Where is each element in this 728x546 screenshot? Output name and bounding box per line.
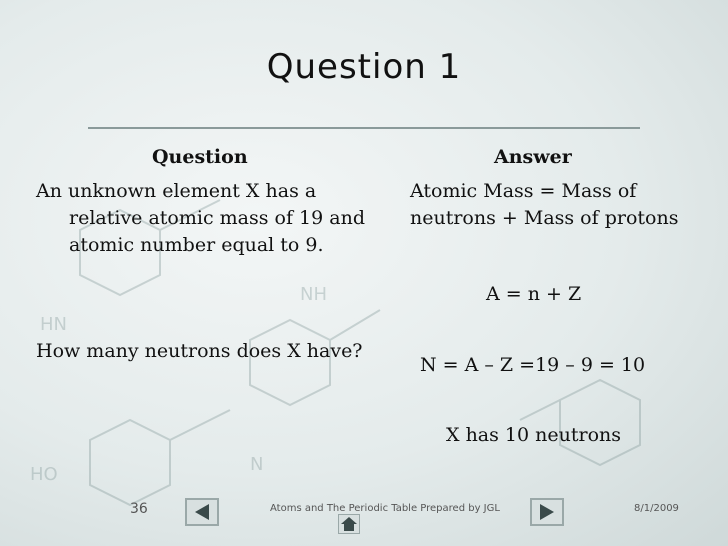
prev-slide-button[interactable] xyxy=(185,498,219,526)
home-icon xyxy=(339,515,359,533)
home-button[interactable] xyxy=(338,514,360,534)
title-divider xyxy=(88,127,640,129)
answer-definition: Atomic Mass = Mass of neutrons + Mass of protons xyxy=(410,180,679,229)
question-prompt-text: How many neutrons does X have? xyxy=(36,340,363,362)
svg-text:HO: HO xyxy=(30,464,58,485)
triangle-right-icon xyxy=(532,500,562,524)
triangle-left-icon xyxy=(187,500,217,524)
svg-text:NH: NH xyxy=(300,284,327,305)
answer-calculation: N = A – Z =19 – 9 = 10 xyxy=(420,354,646,376)
footer-text: Atoms and The Periodic Table Prepared by JGL xyxy=(270,503,500,514)
answer-header: Answer xyxy=(494,146,572,168)
question-prompt xyxy=(36,338,366,365)
answer-result: X has 10 neutrons xyxy=(446,424,621,446)
svg-text:N: N xyxy=(250,454,264,475)
question-text xyxy=(36,178,366,259)
slide-number: 36 xyxy=(130,501,148,517)
slide-title: Question 1 xyxy=(266,47,462,87)
svg-text:HN: HN xyxy=(40,314,67,335)
answer-formula: A = n + Z xyxy=(486,283,582,305)
question-header: Question xyxy=(152,146,248,168)
next-slide-button[interactable] xyxy=(530,498,564,526)
footer-date: 8/1/2009 xyxy=(634,503,679,514)
question-line: An unknown element X has a relative atomic mass of 19 and atomic number equal to 9. xyxy=(36,180,365,256)
